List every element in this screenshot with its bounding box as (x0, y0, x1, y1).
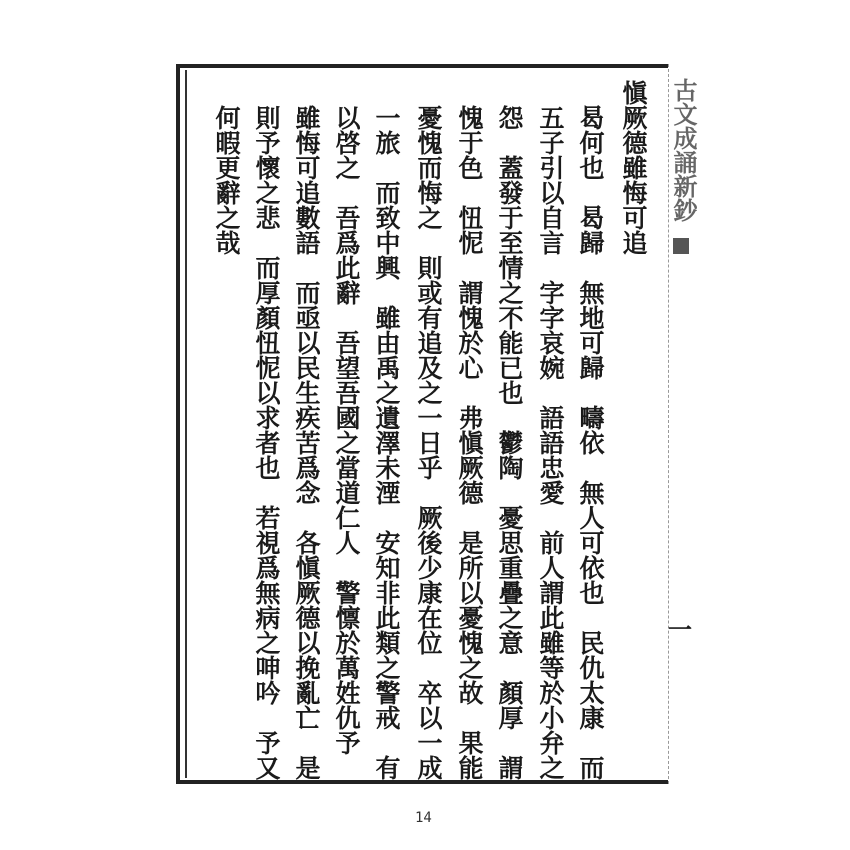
text-column-2: 曷何也 曷歸 無地可歸 疇依 無人可依也 民仇太康 而 (576, 105, 605, 780)
frame-bottom-rule (176, 780, 668, 784)
header-ornament (673, 238, 689, 254)
text-column-9: 雖悔可追數語 而亟以民生疾苦爲念 各愼厥德以挽亂亡 是 (292, 105, 321, 780)
text-column-1: 愼厥德雖悔可追 (619, 80, 648, 255)
frame-left-rule (176, 64, 180, 784)
text-column-6: 憂愧而悔之 則或有追及之一日乎 厥後少康在位 卒以一成 (414, 105, 443, 780)
text-column-11: 何暇更辭之哉 (212, 105, 241, 255)
running-header: 古文成誦新鈔 (669, 78, 698, 222)
frame-top-rule (176, 64, 668, 68)
page-number: 14 (415, 810, 432, 826)
text-column-3: 五子引以自言 字字哀婉 語語忠愛 前人謂此雖等於小弁之 (536, 105, 565, 780)
leaf-mark: 一 (668, 615, 692, 644)
text-column-8: 以啓之 吾爲此辭 吾望吾國之當道仁人 警懔於萬姓仇予 (332, 105, 361, 755)
text-column-4: 怨 蓋發于至情之不能已也 鬱陶 憂思重疊之意 顏厚 謂 (495, 105, 524, 780)
text-column-7: 一旅 而致中興 雖由禹之遺澤未湮 安知非此類之警戒 有 (372, 105, 401, 780)
frame-left-inner-rule (185, 70, 187, 778)
text-column-5: 愧于色 忸怩 謂愧於心 弗愼厥德 是所以憂愧之故 果能 (455, 105, 484, 780)
text-column-10: 則予懷之悲 而厚顏忸怩以求者也 若視爲無病之呻吟 予又 (252, 105, 281, 780)
